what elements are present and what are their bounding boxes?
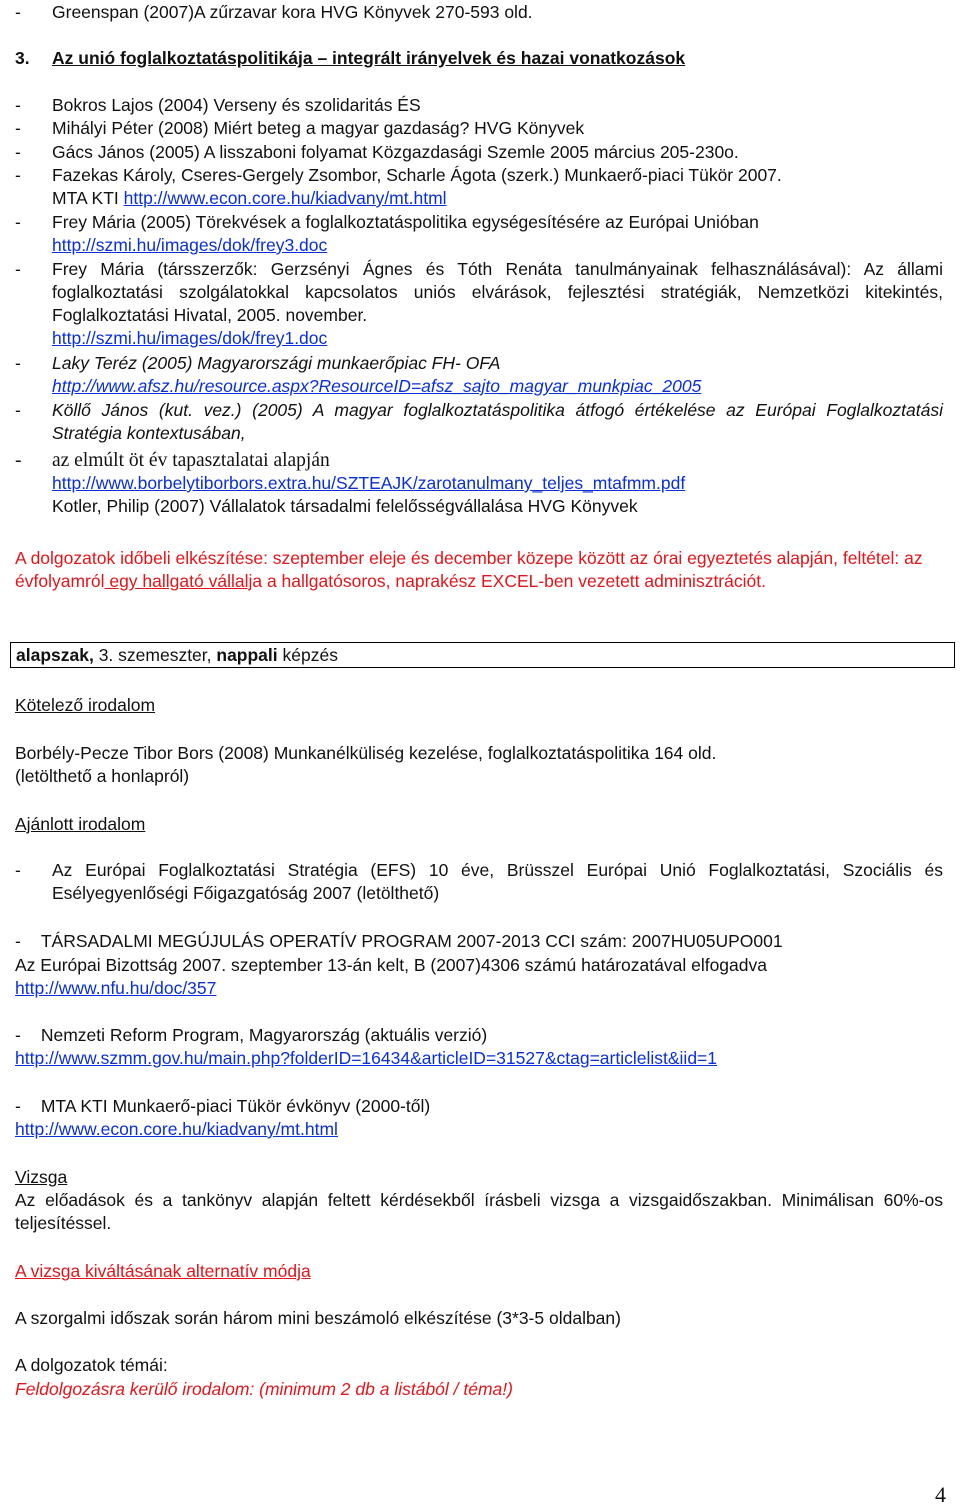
reference-text-line: Frey Mária (2005) Törekvések a foglalkoztatáspolitika egységesítésére az Európai Unióban [52,212,759,232]
section-number: 3. [15,48,30,68]
reference-item [15,141,943,164]
list-dash: - [15,142,21,162]
section-heading-exam: Vizsga [15,1167,68,1187]
reference-link[interactable]: http://www.afsz.hu/resource.aspx?ResourceID=afsz_sajto_magyar_munkpiac_2005 [52,376,702,396]
topics-label: A dolgozatok témái: [15,1355,168,1375]
reference-item [15,258,943,350]
reference-item [15,449,943,518]
section-heading-required: Kötelező irodalom [15,695,156,715]
reference-text [52,352,943,398]
reference-text-line: Frey Mária (társszerzők: Gerzsényi Ágnes és Tóth Renáta tanulmányainak felhasználásával): Az állami foglalkoztatási szolgálatokkal kapcsolatos uniós elvárások, fejlesztési stratégiák, Nemzetközi kitekintés, Foglalkoztatási Hivatal, 2005. november. [52,259,943,325]
red-note-text: a a hallgatósoros, naprakész EXCEL-ben vezetett adminisztrációt. [252,571,766,591]
reference-item [15,399,943,445]
recommended-link-row [15,1047,943,1070]
section-title: Az unió foglalkoztatáspolitikája – integrált irányelvek és hazai vonatkozások [52,48,686,68]
exam-text: Az előadások és a tankönyv alapján feltett kérdésekből írásbeli vizsga a vizsgaidőszakban. Minimálisan 60%-os teljesítéssel. [15,1190,943,1233]
reference-text: Greenspan (2007)A zűrzavar kora HVG Könyvek 270-593 old. [52,2,533,22]
recommended-link-row [15,1118,943,1141]
list-dash: - [15,450,22,471]
recommended-link[interactable]: http://www.nfu.hu/doc/357 [15,978,217,998]
red-note [15,547,943,593]
recommended-item [15,859,943,905]
recommended-text: Az Európai Bizottság 2007. szeptember 13-án kelt, B (2007)4306 számú határozatával elfogadva [15,955,767,975]
recommended-text: Nemzeti Reform Program, Magyarország (aktuális verzió) [40,1025,488,1045]
list-dash: - [15,400,21,420]
red-note-underlined: egy hallgató vállalj [104,571,253,591]
course-semester: 3. szemeszter, [93,645,217,665]
list-dash: - [15,353,21,373]
reference-text-line: Fazekas Károly, Cseres-Gergely Zsombor, Scharle Ágota (szerk.) Munkaerő-piaci Tükör 2007. [52,165,782,185]
recommended-text: MTA KTI Munkaerő-piaci Tükör évkönyv (2000-től) [40,1096,431,1116]
list-dash: - [15,259,21,279]
reference-text-line: Laky Teréz (2005) Magyarországi munkaerőpiac FH- OFA [52,353,501,373]
list-dash: - [15,1025,21,1045]
reference-link[interactable]: http://www.econ.core.hu/kiadvany/mt.html [123,188,447,208]
reference-text-line: az elmúlt öt év tapasztalatai alapján [52,450,330,471]
reference-text [52,164,943,210]
reference-item [15,94,943,117]
reference-text: Köllő János (kut. vez.) (2005) A magyar foglalkoztatáspolitika átfogó értékelése az Európai Foglalkoztatási Stratégia kontextusában, [52,400,943,443]
reference-link[interactable]: http://szmi.hu/images/dok/frey1.doc [52,328,328,348]
recommended-item [15,1095,943,1118]
reference-text: Bokros Lajos (2004) Verseny és szolidaritás ÉS [52,95,421,115]
reference-item [15,211,943,257]
reference-item [15,164,943,210]
section-heading-alternative: A vizsga kiváltásának alternatív módja [15,1261,311,1281]
list-dash: - [15,860,21,880]
page-number: 4 [935,1482,946,1507]
list-dash: - [15,2,21,22]
course-suffix: képzés [277,645,338,665]
list-dash: - [15,165,21,185]
reference-text-line: Kotler, Philip (2007) Vállalatok társadalmi felelősségvállalása HVG Könyvek [52,496,638,516]
topics-note: Feldolgozásra kerülő irodalom: (minimum 2 db a listából / téma!) [15,1379,513,1399]
recommended-text: TÁRSADALMI MEGÚJULÁS OPERATÍV PROGRAM 2007-2013 CCI szám: 2007HU05UPO001 [40,931,783,951]
list-dash: - [15,212,21,232]
reference-text: Mihályi Péter (2008) Miért beteg a magyar gazdaság? HVG Könyvek [52,118,585,138]
recommended-item [15,930,943,953]
reference-item [15,1,943,24]
list-dash: - [15,1096,21,1116]
course-box [10,642,955,668]
reference-link[interactable]: http://www.borbelytiborbors.extra.hu/SZTEAJK/zarotanulmany_teljes_mtafmm.pdf [52,473,686,493]
list-dash: - [15,118,21,138]
section-heading-recommended: Ajánlott irodalom [15,814,146,834]
reference-text: Gács János (2005) A lisszaboni folyamat Közgazdasági Szemle 2005 március 205-230o. [52,142,739,162]
reference-text-line: MTA KTI [52,188,124,208]
reference-item [15,352,943,398]
alternative-text: A szorgalmi időszak során három mini beszámoló elkészítése (3*3-5 oldalban) [15,1308,621,1328]
red-note-text: A dolgozatok időbeli elkészítése: szeptember eleje és december közepe között az órai egyeztetés alapján, feltétel: az évfolyamról [15,548,923,591]
list-dash: - [15,95,21,115]
recommended-link-row [15,977,943,1000]
recommended-item [15,1024,943,1047]
course-type: alapszak, [16,645,94,665]
reference-text [52,449,943,518]
required-reading-line: Borbély-Pecze Tibor Bors (2008) Munkanélküliség kezelése, foglalkoztatáspolitika 164 old. [15,743,717,763]
list-dash: - [15,931,21,951]
reference-text [52,211,943,257]
required-reading-line: (letölthető a honlapról) [15,766,190,786]
recommended-text: Az Európai Foglalkoztatási Stratégia (EFS) 10 éve, Brüsszel Európai Unió Foglalkoztatási, Szociális és Esélyegyenlőségi Főigazgatóság 2007 (letölthető) [52,860,943,903]
reference-link[interactable]: http://szmi.hu/images/dok/frey3.doc [52,235,328,255]
course-mode: nappali [216,645,278,665]
recommended-link[interactable]: http://www.econ.core.hu/kiadvany/mt.html [15,1119,338,1139]
section-heading [15,47,943,70]
reference-text [52,258,943,350]
reference-item [15,117,943,140]
recommended-link[interactable]: http://www.szmm.gov.hu/main.php?folderID=16434&articleID=31527&ctag=articlelist&iid=1 [15,1048,717,1068]
